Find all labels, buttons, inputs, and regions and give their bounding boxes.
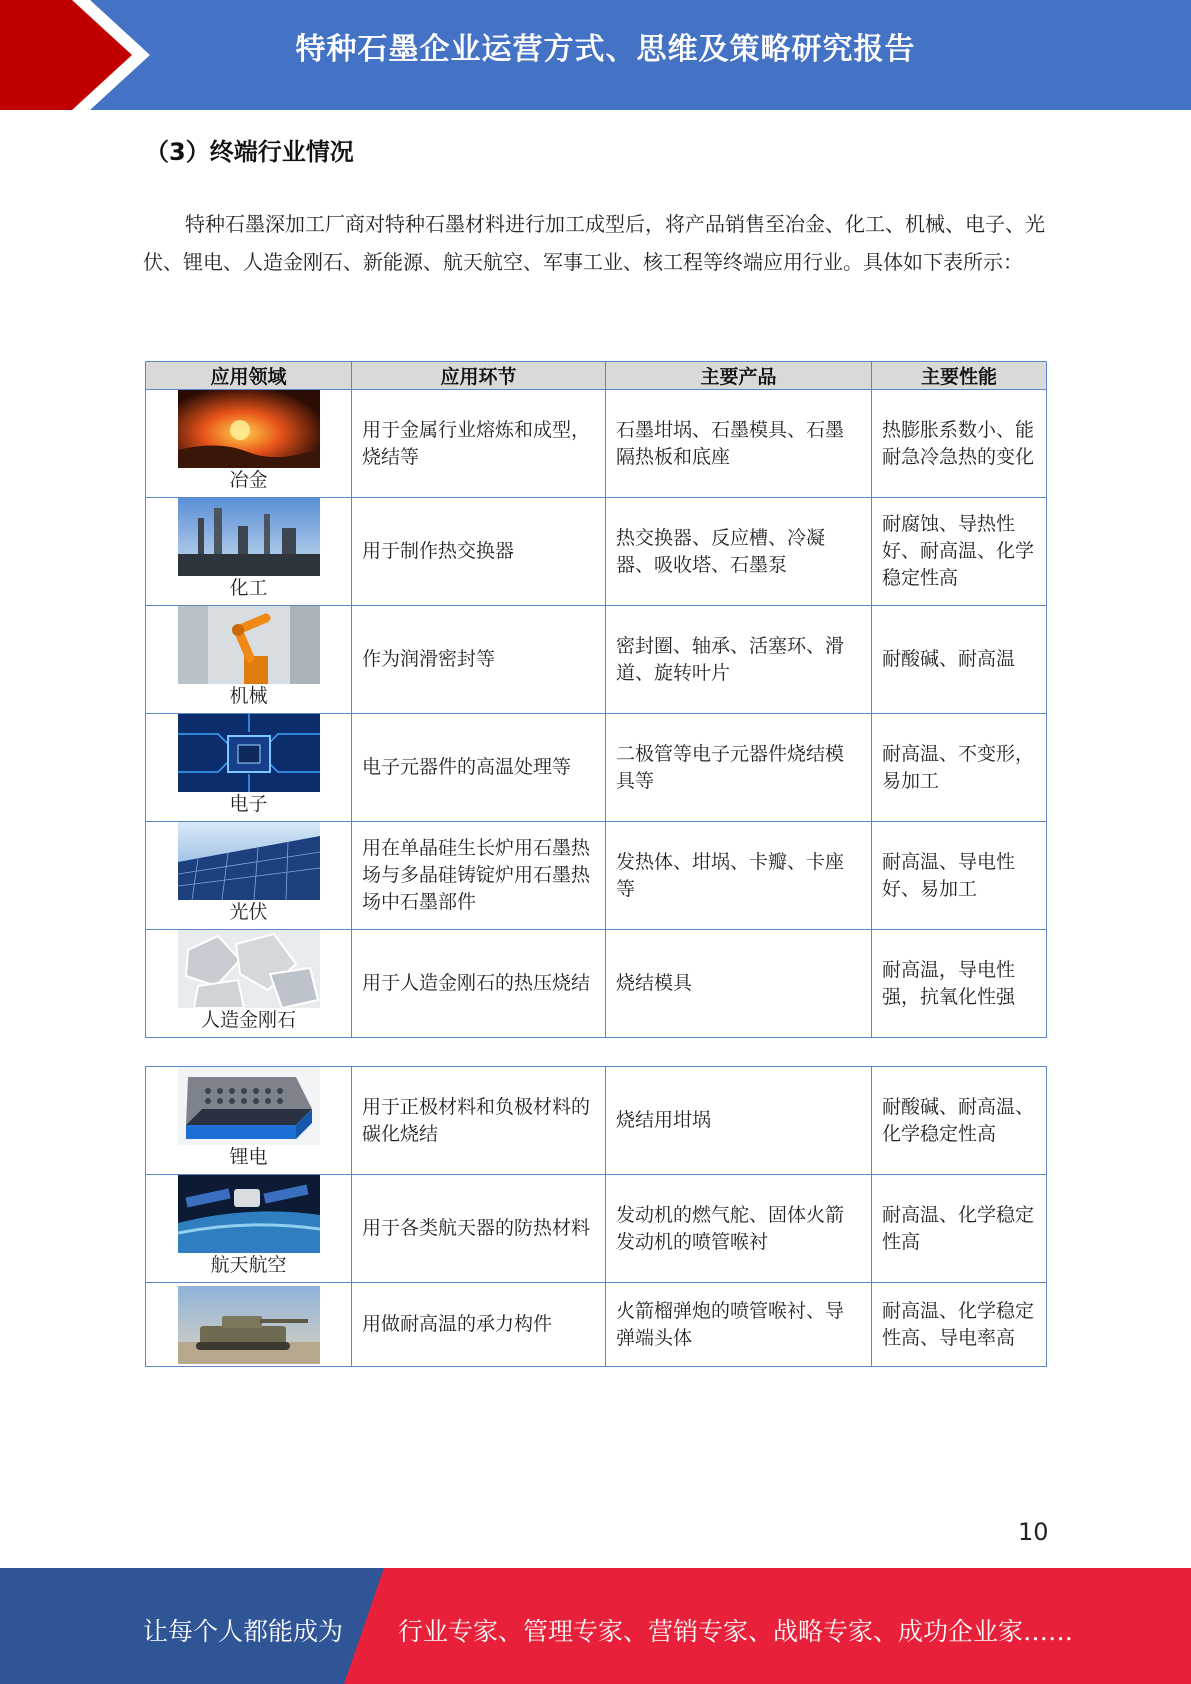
tank-image [178,1286,320,1364]
report-title: 特种石墨企业运营方式、思维及策略研究报告 [295,32,916,67]
footer-slogan-right: 行业专家、管理专家、营销专家、战略专家、成功企业家…… [398,1617,1074,1646]
field-label: 电子 [229,793,268,815]
stage-cell: 用于制作热交换器 [352,498,606,606]
field-cell [146,714,352,822]
table-row [146,822,1047,930]
field-label: 航天航空 [210,1254,287,1276]
products-cell: 密封圈、轴承、活塞环、滑道、旋转叶片 [606,606,872,714]
table-row [146,498,1047,606]
performance-cell: 耐酸碱、耐高温、化学稳定性高 [872,1067,1047,1175]
products-cell: 火箭榴弹炮的喷管喉衬、导弹端头体 [606,1283,872,1367]
stage-cell: 电子元器件的高温处理等 [352,714,606,822]
products-cell: 发动机的燃气舵、固体火箭发动机的喷管喉衬 [606,1175,872,1283]
performance-cell: 热膨胀系数小、能耐急冷急热的变化 [872,390,1047,498]
table-row [146,1175,1047,1283]
stage-cell: 用于正极材料和负极材料的碳化烧结 [352,1067,606,1175]
stage-cell: 用于人造金刚石的热压烧结 [352,930,606,1038]
battery-pack-image [178,1067,320,1145]
application-table [145,361,1047,1038]
field-cell [146,606,352,714]
products-cell: 二极管等电子元器件烧结模具等 [606,714,872,822]
stage-cell: 用在单晶硅生长炉用石墨热场与多晶硅铸锭炉用石墨热场中石墨部件 [352,822,606,930]
field-cell [146,930,352,1038]
performance-cell: 耐高温、化学稳定性高、导电率高 [872,1283,1047,1367]
field-label: 锂电 [229,1146,268,1168]
stage-cell: 作为润滑密封等 [352,606,606,714]
header-performance: 主要性能 [872,362,1047,390]
intro-paragraph: 特种石墨深加工厂商对特种石墨材料进行加工成型后，将产品销售至冶金、化工、机械、电子、光伏、锂电、人造金刚石、新能源、航天航空、军事工业、核工程等终端应用行业。具体如下表所示： [143,212,1045,274]
robot-arm-image [178,606,320,684]
spacecraft-image [178,1175,320,1253]
performance-cell: 耐高温，导电性强，抗氧化性强 [872,930,1047,1038]
field-label: 化工 [229,577,268,599]
field-label: 人造金刚石 [200,1009,296,1031]
page-number: 10 [1018,1518,1049,1546]
footer-slogan-left: 让每个人都能成为 [143,1617,344,1646]
performance-cell: 耐酸碱、耐高温 [872,606,1047,714]
section-title: （3）终端行业情况 [145,138,354,166]
table-row [146,390,1047,498]
field-cell [146,1067,352,1175]
solar-panel-image [178,822,320,900]
field-label: 机械 [229,685,268,707]
field-cell [146,1283,352,1367]
chemical-plant-image [178,498,320,576]
header-field: 应用领域 [146,362,352,390]
performance-cell: 耐高温、化学稳定性高 [872,1175,1047,1283]
application-table-continued [145,1066,1047,1367]
field-label: 冶金 [229,469,268,491]
performance-cell: 耐高温、不变形，易加工 [872,714,1047,822]
field-cell [146,822,352,930]
products-cell: 热交换器、反应槽、冷凝器、吸收塔、石墨泵 [606,498,872,606]
table-row [146,606,1047,714]
table-row [146,1283,1047,1367]
table-row [146,1067,1047,1175]
table-row [146,930,1047,1038]
products-cell: 烧结模具 [606,930,872,1038]
page-header [0,0,1191,110]
field-cell [146,390,352,498]
diamond-image [178,930,320,1008]
field-cell [146,498,352,606]
header-products: 主要产品 [606,362,872,390]
products-cell: 石墨坩埚、石墨模具、石墨隔热板和底座 [606,390,872,498]
table-header-row [146,362,1047,390]
table-row [146,714,1047,822]
stage-cell: 用于各类航天器的防热材料 [352,1175,606,1283]
field-label: 光伏 [229,901,268,923]
stage-cell: 用于金属行业熔炼和成型，烧结等 [352,390,606,498]
header-stage: 应用环节 [352,362,606,390]
performance-cell: 耐腐蚀、导热性好、耐高温、化学稳定性高 [872,498,1047,606]
stage-cell: 用做耐高温的承力构件 [352,1283,606,1367]
metallurgy-image [178,390,320,468]
products-cell: 烧结用坩埚 [606,1067,872,1175]
products-cell: 发热体、坩埚、卡瓣、卡座等 [606,822,872,930]
circuit-chip-image [178,714,320,792]
performance-cell: 耐高温、导电性好、易加工 [872,822,1047,930]
field-cell [146,1175,352,1283]
